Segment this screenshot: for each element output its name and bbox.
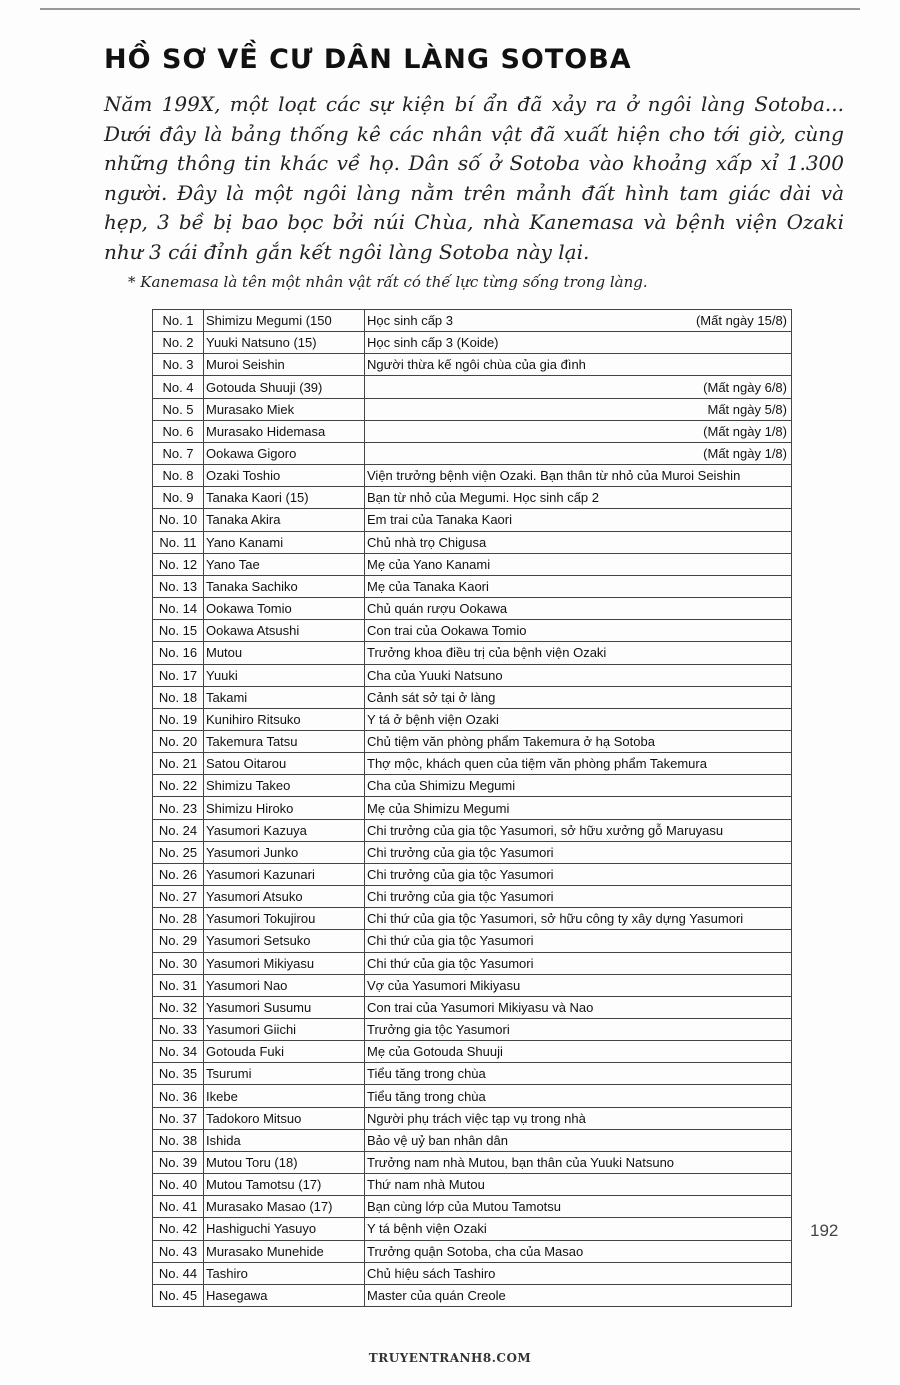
resident-number: No. 17 (153, 664, 204, 686)
resident-number: No. 37 (153, 1107, 204, 1129)
resident-description-cell (365, 1107, 792, 1129)
resident-description-cell (365, 930, 792, 952)
resident-description: Mẹ của Tanaka Kaori (367, 578, 489, 594)
resident-description: Học sinh cấp 3 (367, 313, 453, 329)
resident-number: No. 25 (153, 841, 204, 863)
resident-name: Ikebe (204, 1085, 365, 1107)
resident-number: No. 45 (153, 1284, 204, 1306)
table-row (153, 996, 792, 1018)
resident-name: Yasumori Kazuya (204, 819, 365, 841)
resident-description-cell (365, 575, 792, 597)
resident-number: No. 31 (153, 974, 204, 996)
resident-number: No. 15 (153, 620, 204, 642)
table-row (153, 797, 792, 819)
resident-description: Trưởng quận Sotoba, cha của Masao (367, 1243, 584, 1259)
resident-number: No. 21 (153, 753, 204, 775)
resident-description-cell (365, 730, 792, 752)
resident-description: Cảnh sát sở tại ở làng (367, 689, 496, 705)
resident-description: Chi thứ của gia tộc Yasumori (367, 955, 534, 971)
resident-description-cell (365, 753, 792, 775)
table-row (153, 819, 792, 841)
resident-number: No. 12 (153, 553, 204, 575)
page-title: HỒ SƠ VỀ CƯ DÂN LÀNG SOTOBA (104, 44, 632, 75)
watermark: TRUYENTRANH8.COM (368, 1351, 532, 1365)
resident-description: Cha của Yuuki Natsuno (367, 667, 503, 683)
resident-number: No. 39 (153, 1151, 204, 1173)
resident-name: Mutou (204, 642, 365, 664)
resident-number: No. 43 (153, 1240, 204, 1262)
resident-description-cell (365, 354, 792, 376)
resident-name: Yasumori Nao (204, 974, 365, 996)
resident-description: Chủ tiệm văn phòng phẩm Takemura ở hạ Sotoba (367, 734, 655, 750)
table-row (153, 930, 792, 952)
resident-description: Cha của Shimizu Megumi (367, 778, 516, 794)
resident-description-cell (365, 1240, 792, 1262)
resident-description: Người phụ trách việc tạp vụ trong nhà (367, 1110, 586, 1126)
resident-description-cell (365, 708, 792, 730)
resident-number: No. 28 (153, 908, 204, 930)
resident-description: Con trai của Ookawa Tomio (367, 623, 527, 639)
resident-description-cell (365, 553, 792, 575)
resident-description: Chi trưởng của gia tộc Yasumori (367, 866, 554, 882)
resident-description: Chi thứ của gia tộc Yasumori, sở hữu công ty xây dựng Yasumori (367, 911, 744, 927)
resident-name: Tadokoro Mitsuo (204, 1107, 365, 1129)
table-row (153, 575, 792, 597)
resident-description: Y tá bệnh viện Ozaki (367, 1221, 487, 1237)
resident-number: No. 8 (153, 465, 204, 487)
resident-description-cell (365, 1284, 792, 1306)
resident-name: Takemura Tatsu (204, 730, 365, 752)
resident-name: Shimizu Hiroko (204, 797, 365, 819)
resident-name: Murasako Hidemasa (204, 420, 365, 442)
resident-name: Ozaki Toshio (204, 465, 365, 487)
table-row (153, 1151, 792, 1173)
resident-number: No. 24 (153, 819, 204, 841)
resident-number: No. 26 (153, 863, 204, 885)
table-row (153, 753, 792, 775)
resident-name: Shimizu Megumi (150 (204, 310, 365, 332)
resident-name: Tanaka Kaori (15) (204, 487, 365, 509)
resident-description: Trưởng nam nhà Mutou, bạn thân của Yuuki Natsuno (367, 1155, 675, 1171)
resident-number: No. 3 (153, 354, 204, 376)
resident-description: Mẹ của Yano Kanami (367, 556, 491, 572)
resident-number: No. 11 (153, 531, 204, 553)
resident-description: Trưởng khoa điều trị của bệnh viện Ozaki (367, 645, 607, 661)
resident-description-cell (365, 531, 792, 553)
resident-description: Chi trưởng của gia tộc Yasumori, sở hữu xưởng gỗ Maruyasu (367, 822, 724, 838)
resident-name: Tanaka Sachiko (204, 575, 365, 597)
resident-name: Ishida (204, 1129, 365, 1151)
resident-description: Chi trưởng của gia tộc Yasumori (367, 844, 554, 860)
table-row (153, 1218, 792, 1240)
resident-name: Yasumori Giichi (204, 1019, 365, 1041)
resident-name: Yasumori Tokujirou (204, 908, 365, 930)
table-row (153, 952, 792, 974)
resident-name: Hasegawa (204, 1284, 365, 1306)
resident-description-cell (365, 376, 792, 398)
table-row (153, 509, 792, 531)
resident-description-cell (365, 1063, 792, 1085)
resident-number: No. 38 (153, 1129, 204, 1151)
resident-name: Murasako Munehide (204, 1240, 365, 1262)
death-date: (Mất ngày 1/8) (703, 446, 787, 462)
resident-description: Bảo vệ uỷ ban nhân dân (367, 1132, 508, 1148)
resident-name: Yuuki Natsuno (15) (204, 332, 365, 354)
resident-description: Bạn từ nhỏ của Megumi. Học sinh cấp 2 (367, 490, 599, 506)
table-row (153, 598, 792, 620)
table-row (153, 1019, 792, 1041)
resident-description-cell (365, 1218, 792, 1240)
table-row (153, 531, 792, 553)
resident-description: Chủ hiệu sách Tashiro (367, 1265, 496, 1281)
page-number: 192 (810, 1221, 839, 1240)
resident-name: Ookawa Atsushi (204, 620, 365, 642)
resident-description-cell (365, 996, 792, 1018)
table-row (153, 686, 792, 708)
table-row (153, 775, 792, 797)
resident-name: Ookawa Gigoro (204, 442, 365, 464)
table-row (153, 465, 792, 487)
resident-description: Tiểu tăng trong chùa (367, 1066, 486, 1082)
resident-number: No. 40 (153, 1174, 204, 1196)
table-row (153, 1129, 792, 1151)
resident-description-cell (365, 908, 792, 930)
resident-description-cell (365, 487, 792, 509)
table-row (153, 1063, 792, 1085)
table-row (153, 642, 792, 664)
death-date: (Mất ngày 15/8) (695, 313, 787, 329)
table-row (153, 908, 792, 930)
resident-description-cell (365, 1174, 792, 1196)
table-row (153, 1196, 792, 1218)
resident-description-cell (365, 310, 792, 332)
table-row (153, 1107, 792, 1129)
table-row (153, 487, 792, 509)
resident-name: Murasako Masao (17) (204, 1196, 365, 1218)
resident-description: Chủ nhà trọ Chigusa (367, 534, 487, 550)
resident-description: Y tá ở bệnh viện Ozaki (367, 711, 499, 727)
resident-number: No. 10 (153, 509, 204, 531)
table-row (153, 376, 792, 398)
resident-description: Mẹ của Shimizu Megumi (367, 800, 510, 816)
resident-description-cell (365, 686, 792, 708)
resident-number: No. 6 (153, 420, 204, 442)
resident-description: Em trai của Tanaka Kaori (367, 512, 512, 528)
resident-name: Hashiguchi Yasuyo (204, 1218, 365, 1240)
resident-number: No. 2 (153, 332, 204, 354)
resident-name: Yasumori Junko (204, 841, 365, 863)
resident-name: Tanaka Akira (204, 509, 365, 531)
resident-number: No. 18 (153, 686, 204, 708)
resident-description-cell (365, 332, 792, 354)
table-row (153, 420, 792, 442)
resident-name: Tashiro (204, 1262, 365, 1284)
resident-description: Chi trưởng của gia tộc Yasumori (367, 889, 554, 905)
top-divider (40, 8, 860, 10)
resident-description-cell (365, 841, 792, 863)
death-date: (Mất ngày 6/8) (703, 379, 787, 395)
resident-description-cell (365, 620, 792, 642)
resident-description: Vợ của Yasumori Mikiyasu (367, 977, 521, 993)
resident-name: Yano Tae (204, 553, 365, 575)
table-row (153, 1262, 792, 1284)
resident-name: Mutou Toru (18) (204, 1151, 365, 1173)
resident-name: Yasumori Setsuko (204, 930, 365, 952)
table-row (153, 708, 792, 730)
table-row (153, 1240, 792, 1262)
resident-number: No. 30 (153, 952, 204, 974)
table-row (153, 974, 792, 996)
resident-number: No. 9 (153, 487, 204, 509)
table-row (153, 1041, 792, 1063)
table-row (153, 354, 792, 376)
resident-description-cell (365, 886, 792, 908)
table-row (153, 332, 792, 354)
resident-description: Tiểu tăng trong chùa (367, 1088, 486, 1104)
resident-description-cell (365, 1041, 792, 1063)
resident-number: No. 42 (153, 1218, 204, 1240)
resident-number: No. 23 (153, 797, 204, 819)
resident-description-cell (365, 1129, 792, 1151)
resident-number: No. 29 (153, 930, 204, 952)
table-row (153, 730, 792, 752)
resident-description: Bạn cùng lớp của Mutou Tamotsu (367, 1199, 562, 1215)
resident-description-cell (365, 509, 792, 531)
resident-description-cell (365, 974, 792, 996)
resident-description: Thợ mộc, khách quen của tiệm văn phòng phẩm Takemura (367, 756, 707, 772)
table-row (153, 1085, 792, 1107)
table-row (153, 398, 792, 420)
resident-description-cell (365, 642, 792, 664)
table-row (153, 886, 792, 908)
resident-number: No. 7 (153, 442, 204, 464)
resident-number: No. 4 (153, 376, 204, 398)
resident-description-cell (365, 819, 792, 841)
table-row (153, 1174, 792, 1196)
resident-number: No. 34 (153, 1041, 204, 1063)
table-row (153, 553, 792, 575)
resident-description: Viện trưởng bệnh viện Ozaki. Bạn thân từ nhỏ của Muroi Seishin (367, 468, 741, 484)
resident-number: No. 16 (153, 642, 204, 664)
resident-number: No. 32 (153, 996, 204, 1018)
resident-name: Yasumori Mikiyasu (204, 952, 365, 974)
resident-name: Kunihiro Ritsuko (204, 708, 365, 730)
resident-description-cell (365, 442, 792, 464)
resident-description: Người thừa kế ngôi chùa của gia đình (367, 357, 586, 373)
resident-description-cell (365, 775, 792, 797)
resident-description: Chi thứ của gia tộc Yasumori (367, 933, 534, 949)
resident-name: Yasumori Atsuko (204, 886, 365, 908)
table-row (153, 841, 792, 863)
table-row (153, 442, 792, 464)
resident-name: Murasako Miek (204, 398, 365, 420)
resident-name: Yasumori Susumu (204, 996, 365, 1018)
table-row (153, 620, 792, 642)
resident-name: Gotouda Fuki (204, 1041, 365, 1063)
table-row (153, 863, 792, 885)
resident-description: Trưởng gia tộc Yasumori (367, 1022, 510, 1038)
death-date: Mất ngày 5/8) (707, 401, 787, 417)
resident-description-cell (365, 797, 792, 819)
resident-description-cell (365, 465, 792, 487)
resident-description-cell (365, 420, 792, 442)
resident-number: No. 1 (153, 310, 204, 332)
resident-number: No. 33 (153, 1019, 204, 1041)
resident-name: Yano Kanami (204, 531, 365, 553)
resident-number: No. 41 (153, 1196, 204, 1218)
resident-description-cell (365, 664, 792, 686)
resident-number: No. 27 (153, 886, 204, 908)
resident-number: No. 5 (153, 398, 204, 420)
table-row (153, 1284, 792, 1306)
resident-number: No. 20 (153, 730, 204, 752)
resident-number: No. 44 (153, 1262, 204, 1284)
resident-number: No. 14 (153, 598, 204, 620)
resident-description: Mẹ của Gotouda Shuuji (367, 1044, 503, 1060)
resident-name: Ookawa Tomio (204, 598, 365, 620)
residents-table-body (153, 310, 792, 1307)
table-row (153, 310, 792, 332)
resident-name: Muroi Seishin (204, 354, 365, 376)
resident-description: Master của quán Creole (367, 1287, 506, 1303)
resident-description-cell (365, 952, 792, 974)
resident-description-cell (365, 1085, 792, 1107)
resident-name: Yuuki (204, 664, 365, 686)
resident-number: No. 13 (153, 575, 204, 597)
resident-description: Thứ nam nhà Mutou (367, 1177, 485, 1193)
resident-name: Mutou Tamotsu (17) (204, 1174, 365, 1196)
resident-name: Takami (204, 686, 365, 708)
resident-name: Shimizu Takeo (204, 775, 365, 797)
resident-name: Gotouda Shuuji (39) (204, 376, 365, 398)
resident-description: Học sinh cấp 3 (Koide) (367, 335, 499, 351)
resident-description: Con trai của Yasumori Mikiyasu và Nao (367, 999, 594, 1015)
table-row (153, 664, 792, 686)
resident-description-cell (365, 1196, 792, 1218)
resident-name: Yasumori Kazunari (204, 863, 365, 885)
residents-table (152, 309, 792, 1307)
resident-description-cell (365, 863, 792, 885)
resident-number: No. 36 (153, 1085, 204, 1107)
resident-name: Tsurumi (204, 1063, 365, 1085)
resident-name: Satou Oitarou (204, 753, 365, 775)
resident-number: No. 35 (153, 1063, 204, 1085)
resident-description-cell (365, 1019, 792, 1041)
resident-number: No. 19 (153, 708, 204, 730)
intro-paragraph: Năm 199X, một loạt các sự kiện bí ẩn đã xảy ra ở ngôi làng Sotoba... Dưới đây là bảng thống kê các nhân vật đã xuất hiện cho tới giờ, cùng những thông tin khác về họ. Dân số ở Sotoba vào khoảng xấp xỉ 1.300 người. Đây là một ngôi làng nằm trên mảnh đất hình tam giác dài và hẹp, 3 bề bị bao bọc bởi núi Chùa, nhà Kanemasa và bệnh viện Ozaki như 3 cái đỉnh gắn kết ngôi làng Sotoba này lại. (104, 92, 844, 264)
footnote: * Kanemasa là tên một nhân vật rất có thế lực từng sống trong làng. (128, 273, 648, 291)
resident-number: No. 22 (153, 775, 204, 797)
resident-description-cell (365, 1262, 792, 1284)
resident-description: Chủ quán rượu Ookawa (367, 601, 508, 617)
resident-description-cell (365, 1151, 792, 1173)
resident-description-cell (365, 398, 792, 420)
resident-description-cell (365, 598, 792, 620)
death-date: (Mất ngày 1/8) (703, 423, 787, 439)
